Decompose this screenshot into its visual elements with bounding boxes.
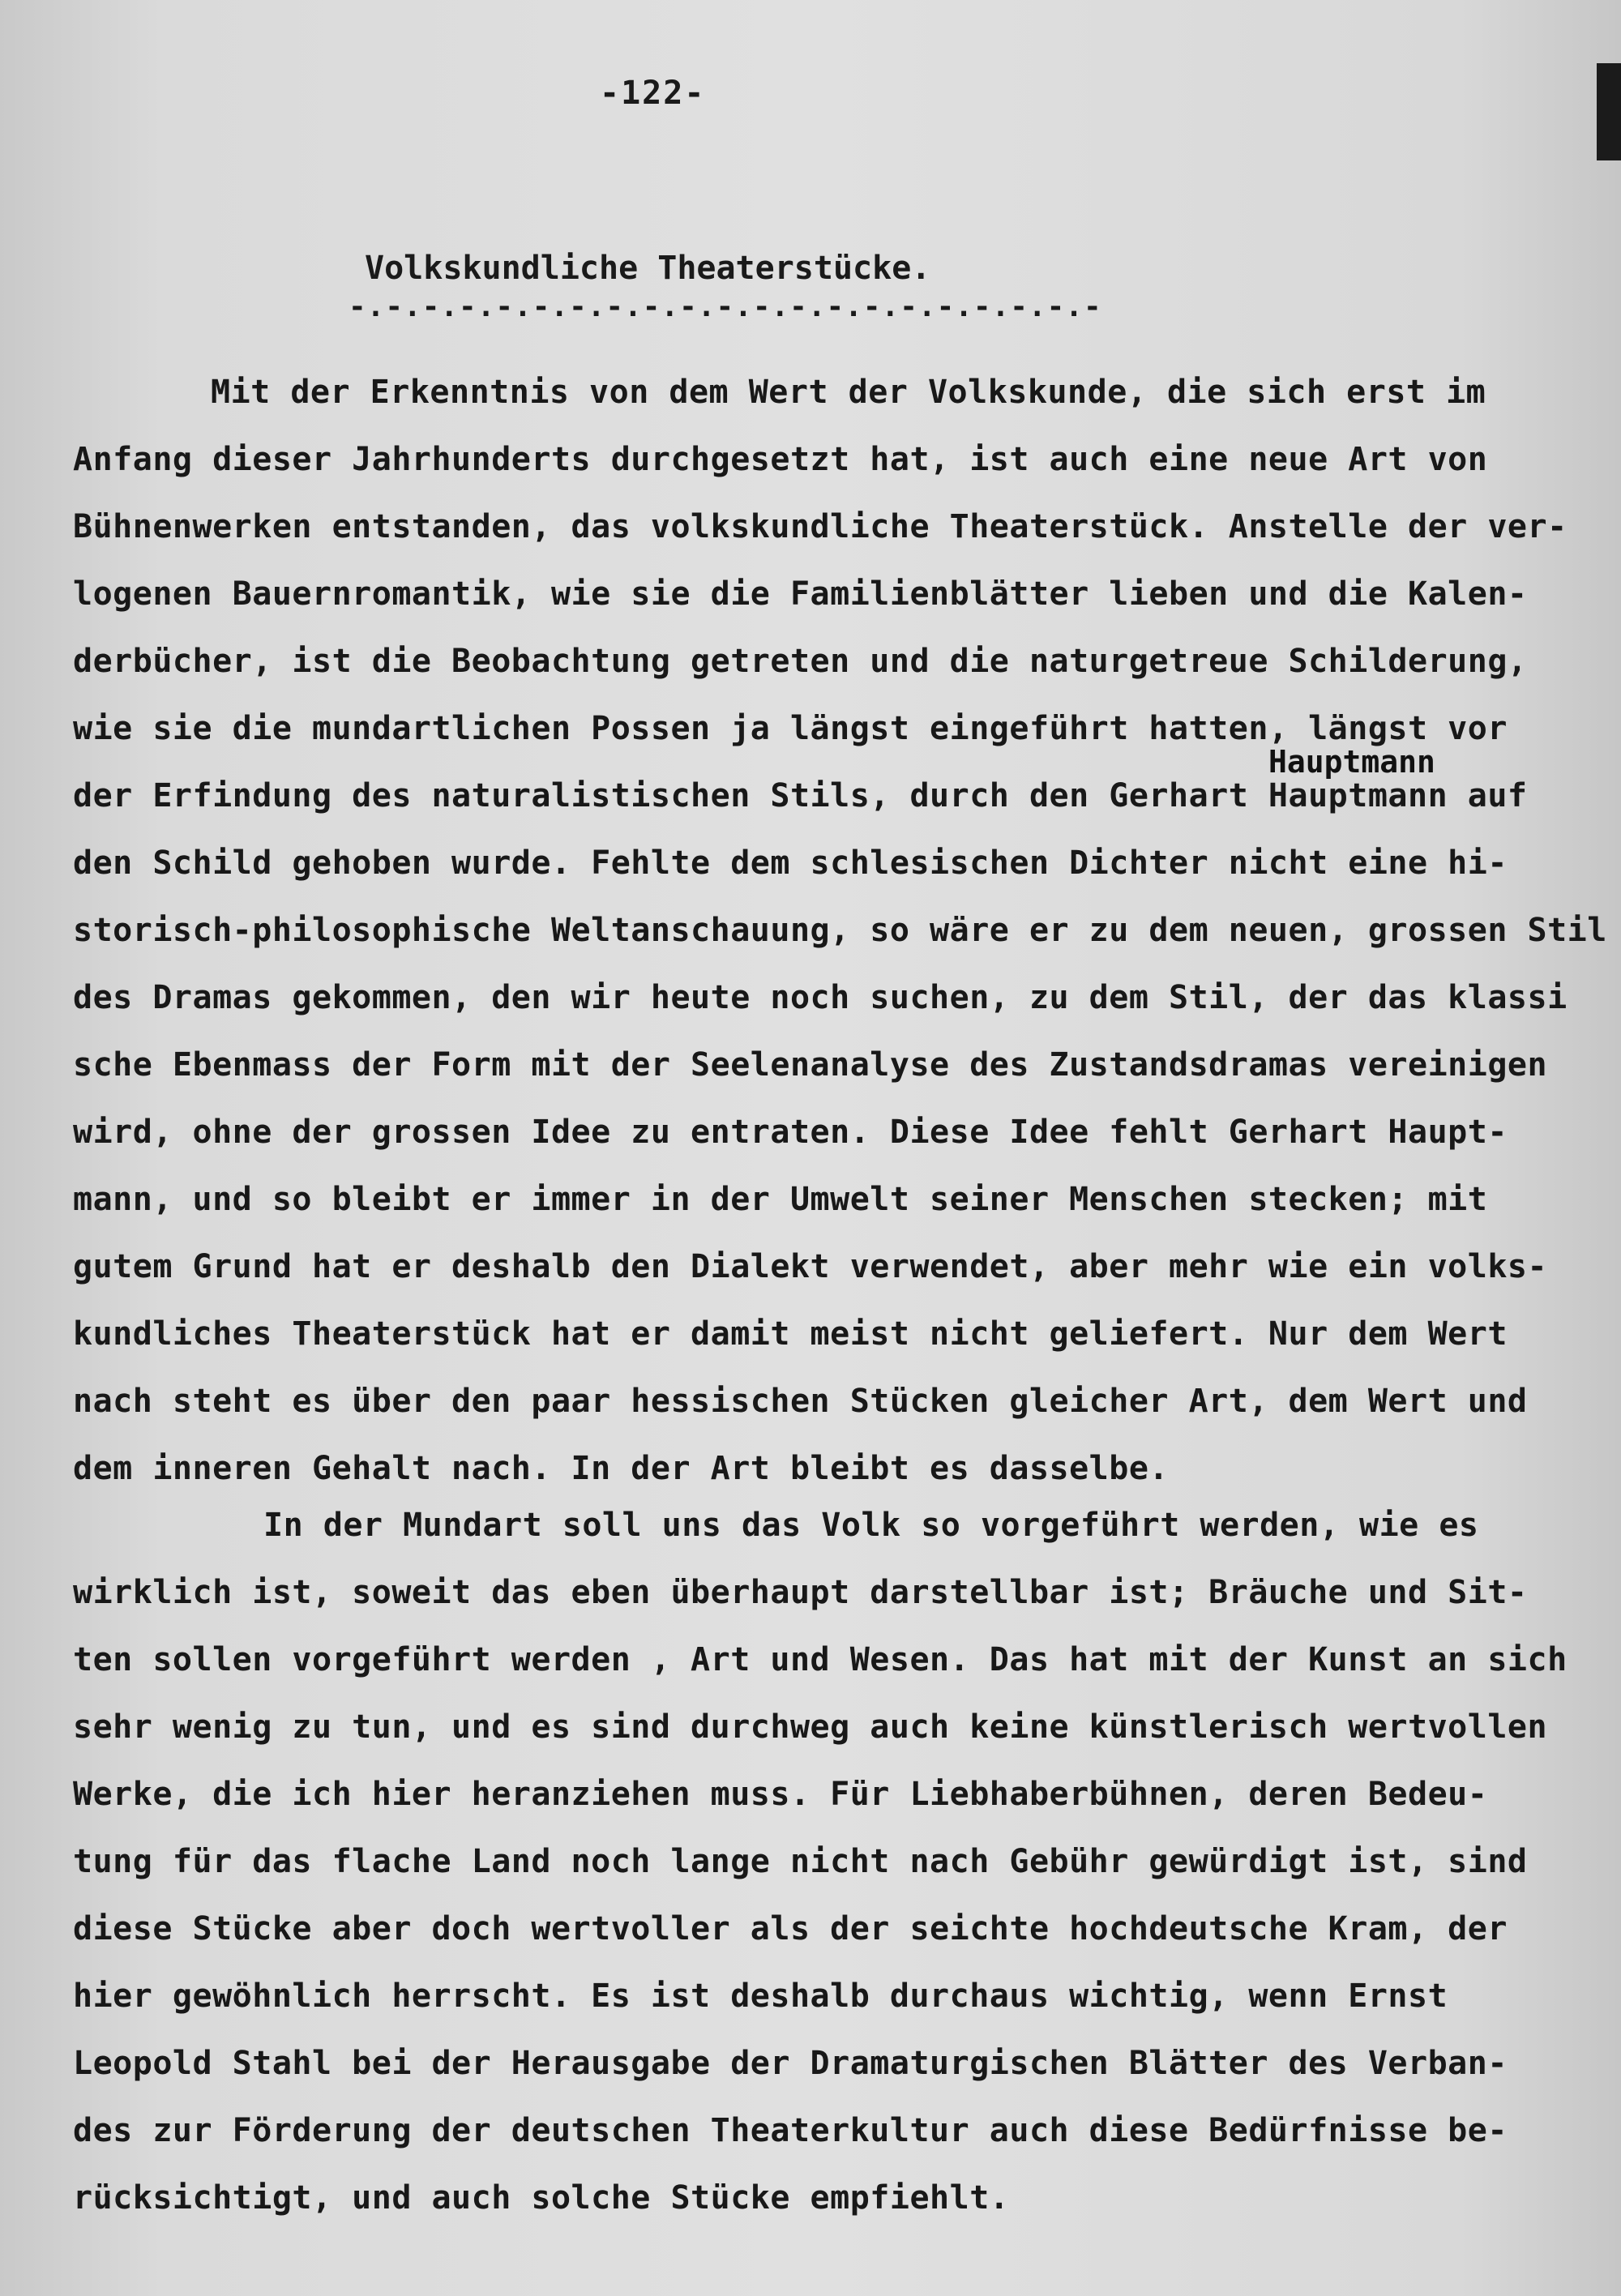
text-line: des Dramas gekommen, den wir heute noch suchen, zu dem Stil, der das klassi — [73, 979, 1568, 1016]
text-line: sche Ebenmass der Form mit der Seelenanalyse des Zustandsdramas vereinigen — [73, 1046, 1548, 1084]
title-underline: -.-.-.-.-.-.-.-.-.-.-.-.-.-.-.-.-.-.-.-.- — [349, 290, 1102, 323]
text-line: sehr wenig zu tun, und es sind durchweg auch keine künstlerisch wertvollen — [73, 1708, 1548, 1746]
text-line: wie sie die mundartlichen Possen ja längst eingeführt hatten, längst vor — [73, 710, 1508, 747]
text-line: Leopold Stahl bei der Herausgabe der Dramaturgischen Blätter des Verban- — [73, 2045, 1508, 2082]
text-line: gutem Grund hat er deshalb den Dialekt verwendet, aber mehr wie ein volks- — [73, 1248, 1548, 1285]
text-line: storisch-philosophische Weltanschauung, so wäre er zu dem neuen, grossen Stil — [73, 912, 1607, 949]
page-edge-tab — [1597, 63, 1621, 160]
text-line: wirklich ist, soweit das eben überhaupt darstellbar ist; Bräuche und Sit- — [73, 1574, 1528, 1611]
text-line: mann, und so bleibt er immer in der Umwelt seiner Menschen stecken; mit — [73, 1181, 1488, 1218]
text-line: nach steht es über den paar hessischen Stücken gleicher Art, dem Wert und — [73, 1383, 1528, 1420]
text-line: hier gewöhnlich herrscht. Es ist deshalb durchaus wichtig, wenn Ernst — [73, 1977, 1448, 2015]
text-line: Anfang dieser Jahrhunderts durchgesetzt hat, ist auch eine neue Art von — [73, 441, 1488, 478]
text-line: In der Mundart soll uns das Volk so vorgeführt werden, wie es — [263, 1507, 1479, 1544]
text-line: kundliches Theaterstück hat er damit meist nicht geliefert. Nur dem Wert — [73, 1315, 1508, 1353]
text-line: Mit der Erkenntnis von dem Wert der Volkskunde, die sich erst im — [211, 374, 1486, 411]
text-line: der Erfindung des naturalistischen Stils, durch den Gerhart Hauptmann auf — [73, 777, 1528, 815]
text-line: ten sollen vorgeführt werden , Art und Wesen. Das hat mit der Kunst an sich — [73, 1641, 1568, 1678]
text-line: des zur Förderung der deutschen Theaterkultur auch diese Bedürfnisse be- — [73, 2112, 1508, 2149]
text-line: tung für das flache Land noch lange nicht nach Gebühr gewürdigt ist, sind — [73, 1843, 1528, 1880]
text-line: den Schild gehoben wurde. Fehlte dem schlesischen Dichter nicht eine hi- — [73, 844, 1508, 882]
text-line: wird, ohne der grossen Idee zu entraten. Diese Idee fehlt Gerhart Haupt- — [73, 1114, 1508, 1151]
page-title: Volkskundliche Theaterstücke. — [365, 250, 931, 287]
text-line: Bühnenwerken entstanden, das volkskundliche Theaterstück. Anstelle der ver- — [73, 508, 1568, 545]
text-line: rücksichtigt, und auch solche Stücke empfiehlt. — [73, 2179, 1010, 2217]
text-line: dem inneren Gehalt nach. In der Art bleibt es dasselbe. — [73, 1450, 1170, 1487]
text-line: Werke, die ich hier heranziehen muss. Für Liebhaberbühnen, deren Bedeu- — [73, 1776, 1488, 1813]
page-number: -122- — [600, 75, 706, 112]
text-line: diese Stücke aber doch wertvoller als der seichte hochdeutsche Kram, der — [73, 1910, 1508, 1948]
text-line: logenen Bauernromantik, wie sie die Familienblätter lieben und die Kalen- — [73, 575, 1528, 613]
text-line: derbücher, ist die Beobachtung getreten und die naturgetreue Schilderung, — [73, 643, 1528, 680]
handwritten-annotation: Hauptmann — [1268, 744, 1435, 780]
